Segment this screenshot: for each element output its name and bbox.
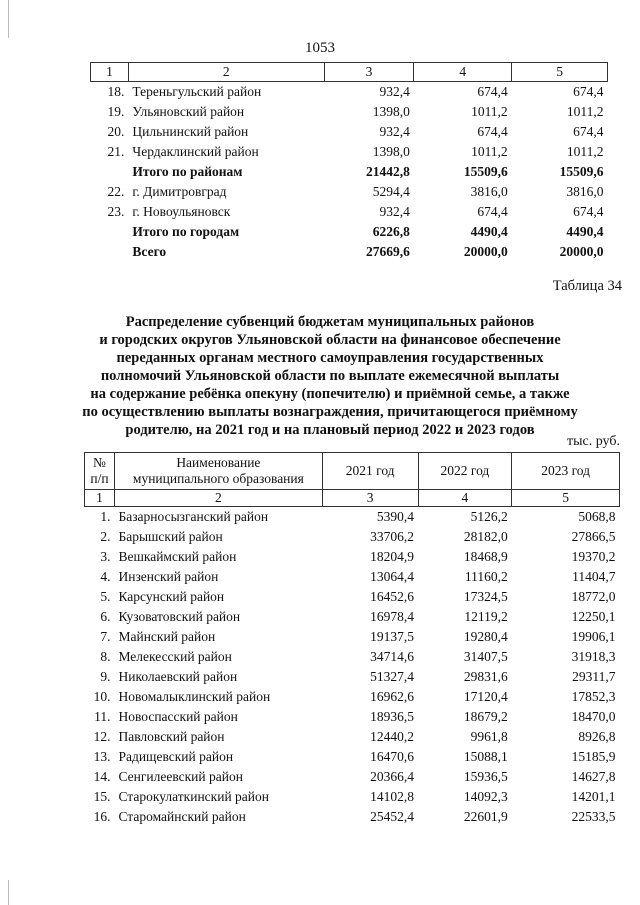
- row-name: Инзенский район: [118, 569, 219, 584]
- value-2023: 12250,1: [571, 609, 616, 624]
- value-2021: 5390,4: [376, 509, 415, 524]
- row-number: 13.: [93, 749, 111, 764]
- value-2022: 29831,6: [463, 669, 508, 684]
- value-2022: 22601,9: [463, 809, 508, 824]
- col-number: 3: [324, 63, 414, 82]
- row-number: 22.: [107, 184, 125, 199]
- total-row: [91, 222, 608, 242]
- value-col4: 15509,6: [463, 164, 508, 179]
- table-row: [85, 687, 620, 707]
- margin-mark: [8, 0, 9, 38]
- value-2021: 16978,4: [370, 609, 415, 624]
- value-2023: 14627,8: [571, 769, 616, 784]
- row-name: г. Новоульяновск: [132, 204, 231, 219]
- row-name: Ульяновский район: [132, 104, 245, 119]
- row-number: 7.: [100, 629, 111, 644]
- row-number: 12.: [93, 729, 111, 744]
- col-number: 1: [91, 63, 129, 82]
- value-2022: 5126,2: [470, 509, 508, 524]
- title-line: на содержание ребёнка опекуну (попечителю) и приёмной семье, а также: [90, 386, 570, 402]
- value-2023: 19370,2: [571, 549, 616, 564]
- value-2022: 12119,2: [464, 609, 508, 624]
- row-number: [91, 222, 129, 242]
- row-number: 1.: [100, 509, 111, 524]
- row-name: Сенгилеевский район: [118, 769, 243, 784]
- value-2021: 18204,9: [370, 549, 415, 564]
- row-name: Барышский район: [118, 529, 223, 544]
- value-2023: 18772,0: [571, 589, 616, 604]
- table-row: [85, 667, 620, 687]
- value-2022: 28182,0: [463, 529, 508, 544]
- row-name: Старомайнский район: [118, 809, 246, 824]
- row-name: Всего: [132, 244, 167, 259]
- value-2021: 16470,6: [370, 749, 415, 764]
- table-row: [85, 567, 620, 587]
- col-number: 3: [322, 490, 418, 507]
- value-col5: 674,4: [573, 124, 604, 139]
- col-number: 2: [114, 490, 322, 507]
- row-number: 15.: [93, 789, 111, 804]
- table-row: [91, 122, 608, 142]
- column-number-row: [85, 490, 620, 507]
- table-row: [91, 102, 608, 122]
- title-line: и городских округов Ульяновской области на финансовое обеспечение: [99, 332, 561, 348]
- title-line: переданных органам местного самоуправления государственных: [116, 350, 544, 366]
- value-2022: 19280,4: [463, 629, 508, 644]
- table-row: [85, 787, 620, 807]
- row-number: 6.: [100, 609, 111, 624]
- row-name: Майнский район: [118, 629, 216, 644]
- row-number: 8.: [100, 649, 111, 664]
- title-line: по осуществлению выплаты вознаграждения, причитающегося приёмному: [82, 404, 578, 420]
- value-2021: 20366,4: [370, 769, 415, 784]
- value-2021: 19137,5: [370, 629, 415, 644]
- title-line: Распределение субвенций бюджетам муниципальных районов: [125, 314, 535, 330]
- value-2022: 18468,9: [463, 549, 508, 564]
- header-year-2022: 2022 год: [418, 453, 512, 490]
- col-number: 5: [512, 490, 620, 507]
- title-line: родителю, на 2021 год и на плановый период 2022 и 2023 годов: [125, 422, 535, 438]
- table-row: [85, 647, 620, 667]
- row-name: Павловский район: [118, 729, 225, 744]
- row-number: 20.: [107, 124, 125, 139]
- row-name: Новомалыклинский район: [118, 689, 271, 704]
- row-name: г. Димитровград: [132, 184, 227, 199]
- header-number: № п/п: [85, 453, 115, 490]
- row-number: 4.: [100, 569, 111, 584]
- value-col4: 674,4: [477, 124, 508, 139]
- value-col3: 27669,6: [366, 244, 410, 259]
- table-row: [91, 82, 608, 103]
- table-label: Таблица 34: [552, 278, 622, 294]
- value-2023: 11404,7: [572, 569, 616, 584]
- value-col3: 932,4: [379, 84, 410, 99]
- table-row: [85, 607, 620, 627]
- value-col3: 21442,8: [366, 164, 410, 179]
- value-2021: 16962,6: [370, 689, 415, 704]
- row-number: 10.: [93, 689, 111, 704]
- value-2021: 51327,4: [370, 669, 415, 684]
- table-row: [85, 527, 620, 547]
- header-year-2021: 2021 год: [322, 453, 418, 490]
- value-2022: 31407,5: [463, 649, 508, 664]
- value-2023: 31918,3: [571, 649, 616, 664]
- unit-label: тыс. руб.: [567, 434, 620, 449]
- table-row: [85, 587, 620, 607]
- column-number-row: [91, 63, 608, 82]
- row-name: Тереньгульский район: [132, 84, 262, 99]
- value-col4: 4490,4: [470, 224, 508, 239]
- table-row: [91, 202, 608, 222]
- value-2023: 17852,3: [571, 689, 616, 704]
- row-number: 18.: [107, 84, 125, 99]
- table-row: [85, 727, 620, 747]
- table-title: [70, 313, 590, 439]
- row-number: [91, 162, 129, 182]
- value-col3: 5294,4: [372, 184, 410, 199]
- row-number: 23.: [107, 204, 125, 219]
- header-year-2023: 2023 год: [512, 453, 620, 490]
- value-2021: 25452,4: [370, 809, 415, 824]
- col-number: 4: [414, 63, 512, 82]
- header-name: Наименование муниципального образования: [114, 453, 322, 490]
- value-2023: 22533,5: [571, 809, 616, 824]
- row-name: Вешкаймский район: [118, 549, 237, 564]
- row-number: 14.: [93, 769, 111, 784]
- value-2023: 14201,1: [571, 789, 616, 804]
- table-row: [85, 507, 620, 528]
- continued-table: [90, 62, 608, 262]
- value-2023: 5068,8: [578, 509, 616, 524]
- subvention-table: [84, 452, 620, 827]
- table-row: [85, 547, 620, 567]
- header-row: [85, 453, 620, 490]
- value-2021: 16452,6: [370, 589, 415, 604]
- value-2021: 12440,2: [370, 729, 415, 744]
- row-number: 19.: [107, 104, 125, 119]
- value-col5: 674,4: [573, 204, 604, 219]
- value-col5: 674,4: [573, 84, 604, 99]
- row-name: Карсунский район: [118, 589, 225, 604]
- value-col5: 1011,2: [566, 104, 604, 119]
- col-number: 2: [128, 63, 324, 82]
- total-row: [91, 162, 608, 182]
- value-2022: 17324,5: [463, 589, 508, 604]
- table-row: [85, 767, 620, 787]
- row-name: Старокулаткинский район: [118, 789, 269, 804]
- margin-mark: [8, 880, 9, 905]
- table-row: [85, 627, 620, 647]
- table-row: [85, 807, 620, 827]
- row-name: Радищевский район: [118, 749, 234, 764]
- value-2022: 18679,2: [463, 709, 508, 724]
- total-row: [91, 242, 608, 262]
- row-name: Мелекесский район: [118, 649, 232, 664]
- value-col3: 932,4: [379, 204, 410, 219]
- value-2021: 14102,8: [370, 789, 415, 804]
- value-col5: 15509,6: [559, 164, 604, 179]
- value-col5: 3816,0: [566, 184, 604, 199]
- table-row: [85, 707, 620, 727]
- value-2023: 8926,8: [578, 729, 616, 744]
- table-row: [85, 747, 620, 767]
- value-col3: 6226,8: [372, 224, 410, 239]
- value-col3: 932,4: [379, 124, 410, 139]
- title-line: полномочий Ульяновской области по выплате ежемесячной выплаты: [100, 368, 560, 384]
- value-col4: 674,4: [477, 204, 508, 219]
- value-col4: 674,4: [477, 84, 508, 99]
- value-2023: 19906,1: [571, 629, 616, 644]
- value-col3: 1398,0: [372, 144, 410, 159]
- value-2022: 15088,1: [463, 749, 508, 764]
- value-2023: 18470,0: [571, 709, 616, 724]
- value-col4: 1011,2: [471, 144, 508, 159]
- page-number: 1053: [305, 40, 335, 56]
- value-col3: 1398,0: [372, 104, 410, 119]
- col-number: 5: [512, 63, 608, 82]
- row-name: Базарносызганский район: [118, 509, 269, 524]
- value-2023: 27866,5: [571, 529, 616, 544]
- value-col4: 20000,0: [463, 244, 508, 259]
- value-2021: 18936,5: [370, 709, 415, 724]
- value-2021: 34714,6: [370, 649, 415, 664]
- value-2023: 15185,9: [571, 749, 616, 764]
- table-row: [91, 142, 608, 162]
- value-col5: 4490,4: [566, 224, 604, 239]
- value-col5: 20000,0: [559, 244, 604, 259]
- value-col4: 3816,0: [470, 184, 508, 199]
- row-number: 9.: [100, 669, 111, 684]
- row-name: Кузоватовский район: [118, 609, 241, 624]
- value-2021: 33706,2: [370, 529, 415, 544]
- value-2021: 13064,4: [370, 569, 415, 584]
- row-number: 3.: [100, 549, 111, 564]
- row-number: 21.: [107, 144, 125, 159]
- row-number: 11.: [94, 709, 111, 724]
- row-name: Николаевский район: [118, 669, 238, 684]
- row-number: [91, 242, 129, 262]
- row-name: Цильнинский район: [132, 124, 249, 139]
- value-col4: 1011,2: [471, 104, 508, 119]
- value-col5: 1011,2: [566, 144, 604, 159]
- value-2022: 17120,4: [463, 689, 508, 704]
- value-2022: 9961,8: [470, 729, 508, 744]
- value-2023: 29311,7: [572, 669, 616, 684]
- row-name: Итого по районам: [132, 164, 243, 179]
- row-number: 2.: [100, 529, 111, 544]
- row-name: Чердаклинский район: [132, 144, 259, 159]
- value-2022: 14092,3: [463, 789, 508, 804]
- row-name: Новоспасский район: [118, 709, 238, 724]
- col-number: 4: [418, 490, 512, 507]
- value-2022: 15936,5: [463, 769, 508, 784]
- value-2022: 11160,2: [464, 569, 508, 584]
- row-number: 5.: [100, 589, 111, 604]
- table-row: [91, 182, 608, 202]
- col-number: 1: [85, 490, 115, 507]
- row-name: Итого по городам: [132, 224, 240, 239]
- row-number: 16.: [93, 809, 111, 824]
